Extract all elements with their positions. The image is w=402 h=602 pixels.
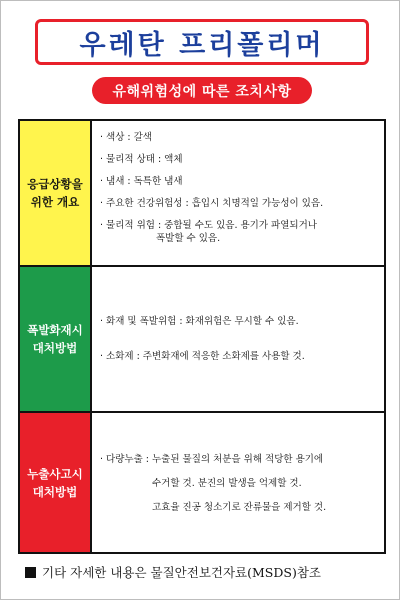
measures-table xyxy=(18,119,386,554)
list-item: · 냄새 : 독특한 냄새 xyxy=(100,176,183,187)
list-item-text: · 물리적 위험 : 중합될 수도 있음. 용기가 파열되거나 xyxy=(100,220,317,231)
section-leak xyxy=(20,413,384,552)
black-square-icon xyxy=(25,567,36,578)
section-label: 누출사고시 대처방법 xyxy=(27,466,83,499)
section-emergency xyxy=(20,121,384,267)
section-label: 응급상황을 위한 개요 xyxy=(27,177,83,209)
list-item-continuation: 고효율 진공 청소기로 잔류물을 제거할 것. xyxy=(152,502,327,513)
section-label: 폭발화재시 대처방법 xyxy=(27,323,83,355)
footer-note xyxy=(25,563,385,581)
list-item: · 화재 및 폭발위험 : 화재위험은 무시할 수 있음. xyxy=(100,316,299,327)
list-item xyxy=(100,453,384,514)
section-content xyxy=(92,413,384,552)
section-label-cell xyxy=(20,267,92,411)
list-item-text: · 다량누출 : 누출된 물질의 처분을 위해 적당한 용기에 xyxy=(100,454,324,465)
section-label-cell xyxy=(20,413,92,552)
list-item-continuation: 수거할 것. 분진의 발생을 억제할 것. xyxy=(152,478,302,489)
section-fire xyxy=(20,267,384,413)
title-box xyxy=(35,19,369,65)
list-item: · 색상 : 갈색 xyxy=(100,132,152,143)
subtitle-banner xyxy=(92,77,312,104)
list-item-continuation: 폭발할 수 있음. xyxy=(156,233,221,244)
section-label-cell xyxy=(20,121,92,265)
list-item xyxy=(100,219,384,245)
list-item: · 소화제 : 주변화재에 적응한 소화제를 사용할 것. xyxy=(100,351,305,362)
subtitle: 유해위험성에 따른 조치사항 xyxy=(112,83,292,100)
list-item: · 물리적 상태 : 액체 xyxy=(100,154,183,165)
list-item: · 주요한 건강위험성 : 흡입시 치명적일 가능성이 있음. xyxy=(100,198,324,209)
page-title: 우레탄 프리폴리머 xyxy=(79,29,325,61)
section-content xyxy=(92,267,384,411)
section-content xyxy=(92,121,384,265)
footer-text: 기타 자세한 내용은 물질안전보건자료(MSDS)참조 xyxy=(42,565,321,580)
